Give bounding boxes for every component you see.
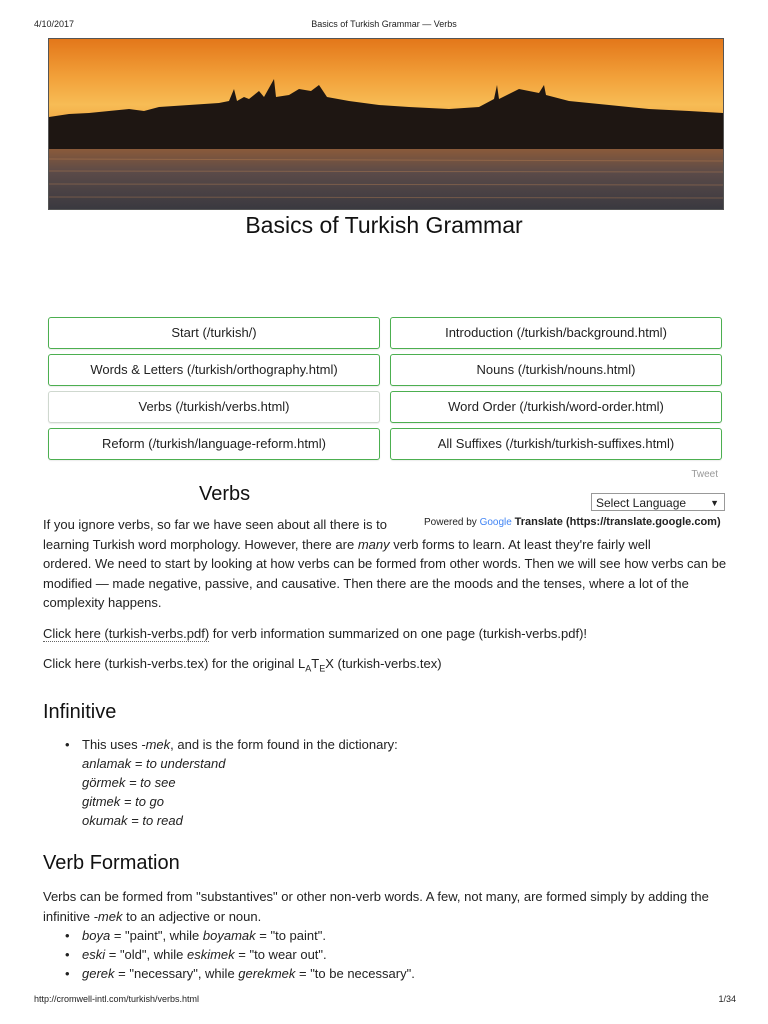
intro-text-a: learning Turkish word morphology. However, there are <box>43 536 358 552</box>
list-item <box>65 945 415 964</box>
dropdown-arrow-icon: ▼ <box>710 498 719 508</box>
infinitive-example: görmek = to see <box>82 775 176 790</box>
intro-rest: ordered. We need to start by looking at how verbs can be formed from other words. Then we will see how verbs can be modified — made negative, passive, and causative. Then there are the moods and the tenses, where a lot of the complexity happens. <box>43 556 727 610</box>
list-item <box>65 735 398 830</box>
vf-word: eski <box>82 947 106 962</box>
nav-nouns[interactable]: Nouns (/turkish/nouns.html) <box>390 354 722 386</box>
language-select-label: Select Language <box>596 496 687 510</box>
vf-verb-gloss: = "to be necessary". <box>295 966 415 981</box>
tex-mid: T <box>311 656 320 671</box>
print-footer-page: 1/34 <box>718 994 736 1004</box>
vf-verb: gerekmek <box>238 966 296 981</box>
vf-verb-gloss: = "to paint". <box>255 928 326 943</box>
tweet-button[interactable]: Tweet <box>691 469 718 480</box>
tex-sub-e: E <box>319 663 326 674</box>
vf-word: boya <box>82 928 111 943</box>
nav-words-letters[interactable]: Words & Letters (/turkish/orthography.html) <box>48 354 380 386</box>
infinitive-text-b: , and is the form found in the dictionary: <box>170 737 398 752</box>
site-title: Basics of Turkish Grammar <box>245 212 523 238</box>
infinitive-list <box>65 735 398 830</box>
infinitive-emphasis: -mek <box>141 737 171 752</box>
vf-gloss: = "paint", while <box>110 928 203 943</box>
tex-sub-a: A <box>305 663 312 674</box>
print-header <box>0 0 768 30</box>
infinitive-text-a: This uses <box>82 737 142 752</box>
verb-formation-list <box>65 926 415 983</box>
vf-gloss: = "old", while <box>105 947 187 962</box>
infinitive-example: gitmek = to go <box>82 794 165 809</box>
pdf-line-text: for verb information summarized on one page (turkish-verbs.pdf)! <box>209 626 588 641</box>
sunset-skyline-image <box>49 39 723 209</box>
banner-image <box>48 38 724 210</box>
vf-word: gerek <box>82 966 115 981</box>
translate-link[interactable]: Translate (https://translate.google.com) <box>514 516 721 528</box>
powered-by-label: Powered by <box>424 517 477 528</box>
vf-text-b: to an adjective or noun. <box>122 908 262 924</box>
print-footer-url: http://cromwell-intl.com/turkish/verbs.html <box>34 994 200 1004</box>
verb-formation-para <box>43 887 727 926</box>
list-item <box>65 964 415 983</box>
nav-verbs[interactable]: Verbs (/turkish/verbs.html) <box>48 391 380 423</box>
google-translate-attribution <box>424 516 721 528</box>
print-title: Basics of Turkish Grammar — Verbs <box>311 19 457 29</box>
verb-formation-heading: Verb Formation <box>43 852 180 874</box>
vf-verb-gloss: = "to wear out". <box>234 947 327 962</box>
vf-verb: eskimek <box>186 947 235 962</box>
language-select[interactable] <box>591 493 725 511</box>
tex-line-text-a: Click here (turkish-verbs.tex) for the original L <box>43 656 306 671</box>
vf-emphasis: -mek <box>93 908 123 924</box>
nav-start[interactable]: Start (/turkish/) <box>48 317 380 349</box>
infinitive-heading: Infinitive <box>43 701 117 723</box>
tex-line <box>43 654 727 679</box>
intro-text-b: verb forms to learn. At least they're fairly well <box>389 536 651 552</box>
print-date: 4/10/2017 <box>34 19 75 29</box>
list-item <box>65 926 415 945</box>
intro-line-2 <box>43 535 727 555</box>
infinitive-example: anlamak = to understand <box>82 756 226 771</box>
intro-emphasis: many <box>357 536 390 552</box>
tex-line-text-b: X (turkish-verbs.tex) <box>325 656 442 671</box>
nav-word-order[interactable]: Word Order (/turkish/word-order.html) <box>390 391 722 423</box>
google-logo <box>480 517 512 528</box>
vf-gloss: = "necessary", while <box>114 966 239 981</box>
vf-verb: boyamak <box>202 928 256 943</box>
nav-reform[interactable]: Reform (/turkish/language-reform.html) <box>48 428 380 460</box>
nav-all-suffixes[interactable]: All Suffixes (/turkish/turkish-suffixes.html) <box>390 428 722 460</box>
page-heading: Verbs <box>199 483 251 505</box>
nav-introduction[interactable]: Introduction (/turkish/background.html) <box>390 317 722 349</box>
vf-text-a: Verbs can be formed from "substantives" or other non-verb words. A few, not many, are formed simply by adding the infinitive <box>43 889 709 924</box>
intro-line-1: If you ignore verbs, so far we have seen about all there is to <box>43 517 387 532</box>
pdf-line <box>43 624 727 644</box>
google-logo-text: Google <box>479 517 512 528</box>
pdf-link[interactable]: Click here (turkish-verbs.pdf) <box>43 626 210 641</box>
infinitive-example: okumak = to read <box>82 813 183 828</box>
